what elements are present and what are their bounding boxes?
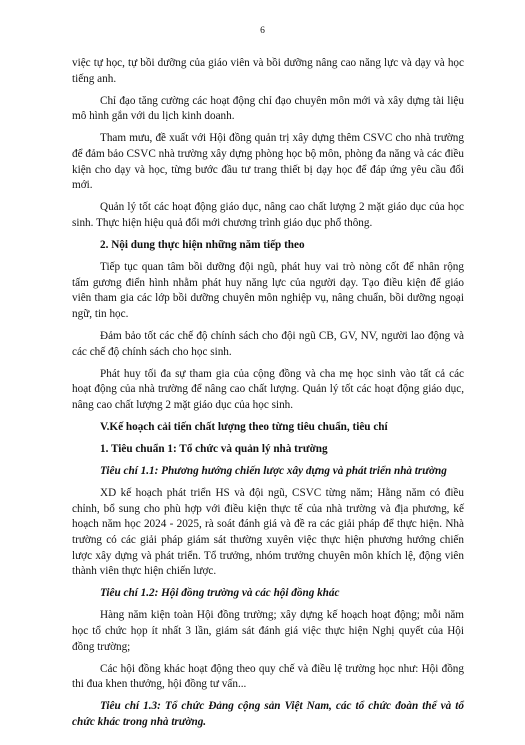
paragraph: Hàng năm kiện toàn Hội đồng trường; xây dựng kế hoạch hoạt động; mỗi năm học tổ chức họp ít nhất 3 lần, giám sát đánh giá việc thực hiện Nghị quyết của Hội đồng trường; xyxy=(72,609,464,653)
section-heading: V.Kế hoạch cải tiến chất lượng theo từng tiêu chuẩn, tiêu chí xyxy=(100,420,388,433)
paragraph: việc tự học, tự bồi dưỡng của giáo viên và bồi dưỡng nâng cao năng lực và dạy và học tiếng anh. xyxy=(72,57,464,85)
section-heading: 1. Tiêu chuẩn 1: Tổ chức và quản lý nhà trường xyxy=(100,442,328,455)
paragraph: XD kế hoạch phát triển HS và đội ngũ, CSVC từng năm; Hằng năm có điều chỉnh, bổ sung cho phù hợp với điều kiện thực tế của nhà trường và địa phương, kế hoạch năm học 2024 - 2025, rà soát đánh giá và đề ra các giải pháp để thực hiện. Nhà trường có các giải pháp giám sát thường xuyên việc thực hiện phương hướng chiến lược xây dựng và phát triển. Tổ trưởng, nhóm trưởng chuyên môn khích lệ, động viên thành viên thực hiện chiến lược. xyxy=(72,487,464,578)
paragraph: Chỉ đạo tăng cường các hoạt động chỉ đạo chuyên môn mới và xây dựng tài liệu mô hình gắn với du lịch kinh doanh. xyxy=(72,94,464,123)
section-heading: 2. Nội dung thực hiện những năm tiếp theo xyxy=(100,238,305,251)
criterion-heading: Tiêu chí 1.1: Phương hướng chiến lược xây dựng và phát triển nhà trường xyxy=(100,465,447,478)
criterion-heading: Tiêu chí 1.3: Tổ chức Đảng cộng sản Việt Nam, các tổ chức đoàn thể và tổ chức khác trong nhà trường. xyxy=(72,700,464,728)
paragraph: Tham mưu, đề xuất với Hội đồng quản trị xây dựng thêm CSVC cho nhà trường để đảm bảo CSVC nhà trường xây dựng phòng học bộ môn, phòng đa năng và các điều kiện cho dạy và học, từng bước đầu tư trang thiết bị dạy học để đáp ứng yêu cầu đổi mới. xyxy=(72,132,464,192)
paragraph: Các hội đồng khác hoạt động theo quy chế và điều lệ trường học như: Hội đồng thi đua khen thưởng, hội đồng tư vấn... xyxy=(72,662,464,691)
paragraph: Đảm bảo tốt các chế độ chính sách cho đội ngũ CB, GV, NV, người lao động và các chế độ chính sách cho học sinh. xyxy=(72,329,464,358)
paragraph: Quản lý tốt các hoạt động giáo dục, nâng cao chất lượng 2 mặt giáo dục của học sinh. Thực hiện hiệu quả đổi mới chương trình giáo dục phổ thông. xyxy=(72,201,464,229)
paragraph: Phát huy tối đa sự tham gia của cộng đồng và cha mẹ học sinh vào tất cả các hoạt động của nhà trường để nâng cao chất lượng. Quản lý tốt các hoạt động giáo dục, nâng cao chất lượng 2 mặt giáo dục của học sinh. xyxy=(72,367,464,411)
paragraph: Tiếp tục quan tâm bồi dưỡng đội ngũ, phát huy vai trò nòng cốt để nhân rộng tấm gương điển hình nhằm phát huy năng lực của người dạy. Tạo điều kiện để giáo viên tham gia các lớp bồi dưỡng chuyên môn nghiệp vụ, nâng chuẩn, bồi dưỡng ngoại ngữ, tin học. xyxy=(72,261,464,320)
document-body xyxy=(72,56,464,737)
criterion-heading: Tiêu chí 1.2: Hội đồng trường và các hội đồng khác xyxy=(100,587,340,600)
page-number: 6 xyxy=(260,26,265,36)
